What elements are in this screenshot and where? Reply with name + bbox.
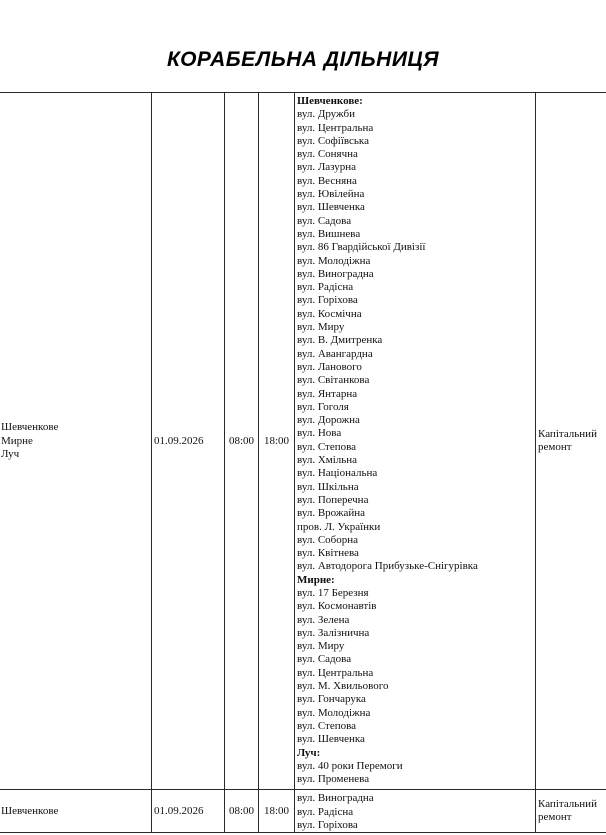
- table-row: [0, 790, 606, 833]
- street-item: вул. Авангардна: [297, 347, 373, 360]
- street-item: вул. Молодіжна: [297, 254, 371, 267]
- street-item: вул. Поперечна: [297, 493, 369, 506]
- settlement-name: Мирне: [1, 434, 33, 447]
- street-item: вул. Квітнева: [297, 547, 359, 560]
- start-time-cell: 08:00: [225, 790, 259, 833]
- street-item: вул. В. Дмитренка: [297, 334, 383, 347]
- street-group-heading: Луч:: [297, 746, 321, 759]
- street-item: вул. Горіхова: [297, 819, 358, 832]
- reason-cell: [536, 93, 606, 790]
- settlement-name: Шевченкове: [1, 804, 59, 817]
- street-item: вул. Лазурна: [297, 161, 357, 174]
- street-item: вул. Променева: [297, 773, 370, 786]
- street-item: вул. Залізнична: [297, 626, 370, 639]
- street-item: вул. Космічна: [297, 307, 362, 320]
- street-item: вул. Автодорога Прибузьке-Снігурівка: [297, 560, 478, 573]
- street-item: вул. Сонячна: [297, 148, 358, 161]
- street-item: вул. Степова: [297, 440, 357, 453]
- street-group-heading: Шевченкове:: [297, 95, 363, 107]
- street-item: пров. Л. Українки: [297, 520, 381, 533]
- reason-cell: [536, 790, 606, 833]
- street-item: вул. Нова: [297, 427, 342, 440]
- street-item: вул. Гончарука: [297, 693, 366, 706]
- street-item: вул. 40 роки Перемоги: [297, 759, 403, 772]
- date-cell: 01.09.2026: [152, 790, 225, 833]
- street-item: вул. Миру: [297, 640, 345, 653]
- street-item: вул. Радісна: [297, 281, 354, 294]
- street-item: вул. Дорожна: [297, 414, 360, 427]
- street-item: вул. Виноградна: [297, 267, 374, 280]
- start-time-cell: 08:00: [225, 93, 259, 790]
- street-item: вул. Виноградна: [297, 792, 374, 805]
- street-item: вул. Хмільна: [297, 454, 358, 467]
- street-item: вул. 86 Гвардійської Дивізії: [297, 241, 426, 254]
- street-item: вул. Вишнева: [297, 227, 361, 240]
- date-cell: 01.09.2026: [152, 93, 225, 790]
- street-item: вул. Шкільна: [297, 480, 359, 493]
- street-item: вул. Зелена: [297, 613, 350, 626]
- street-item: вул. Горіхова: [297, 294, 358, 307]
- street-item: вул. Радісна: [297, 805, 354, 818]
- street-item: вул. Садова: [297, 653, 352, 666]
- street-item: вул. Національна: [297, 467, 378, 480]
- reason-text: Капітальний: [538, 427, 597, 440]
- street-item: вул. Молодіжна: [297, 706, 371, 719]
- street-group-heading: Мирне:: [297, 573, 335, 586]
- street-item: вул. 17 Березня: [297, 586, 369, 599]
- street-item: вул. Садова: [297, 214, 352, 227]
- settlements-cell: [0, 93, 152, 790]
- street-item: вул. Ювілейна: [297, 188, 365, 201]
- street-item: вул. Центральна: [297, 121, 374, 134]
- reason-text: ремонт: [538, 811, 572, 824]
- street-item: вул. Софіївська: [297, 134, 369, 147]
- table-row: [0, 93, 606, 790]
- street-item: вул. Центральна: [297, 666, 374, 679]
- reason-text: ремонт: [538, 441, 572, 454]
- page-title: КОРАБЕЛЬНА ДІЛЬНИЦЯ: [166, 48, 440, 71]
- streets-cell: [295, 790, 536, 833]
- settlement-name: Шевченкове: [1, 421, 59, 434]
- street-item: вул. Соборна: [297, 533, 359, 546]
- settlements-cell: [0, 790, 152, 833]
- end-time-cell: 18:00: [259, 93, 295, 790]
- street-item: вул. Степова: [297, 719, 357, 732]
- outage-schedule-table: [0, 92, 606, 833]
- street-item: вул. Ланового: [297, 360, 362, 373]
- end-time-cell: 18:00: [259, 790, 295, 833]
- street-item: вул. Дружби: [297, 108, 355, 121]
- street-item: вул. М. Хвильового: [297, 680, 389, 693]
- street-item: вул. Гоголя: [297, 400, 349, 413]
- street-item: вул. Шевченка: [297, 201, 365, 214]
- street-item: вул. Шевченка: [297, 733, 365, 746]
- street-item: вул. Янтарна: [297, 387, 358, 400]
- reason-text: Капітальний: [538, 798, 597, 811]
- street-item: вул. Миру: [297, 321, 345, 334]
- street-item: вул. Весняна: [297, 174, 357, 187]
- streets-cell: [295, 93, 536, 790]
- street-item: вул. Космонавтів: [297, 600, 377, 613]
- street-item: вул. Врожайна: [297, 507, 366, 520]
- settlement-name: Луч: [1, 447, 20, 460]
- street-item: вул. Світанкова: [297, 374, 370, 387]
